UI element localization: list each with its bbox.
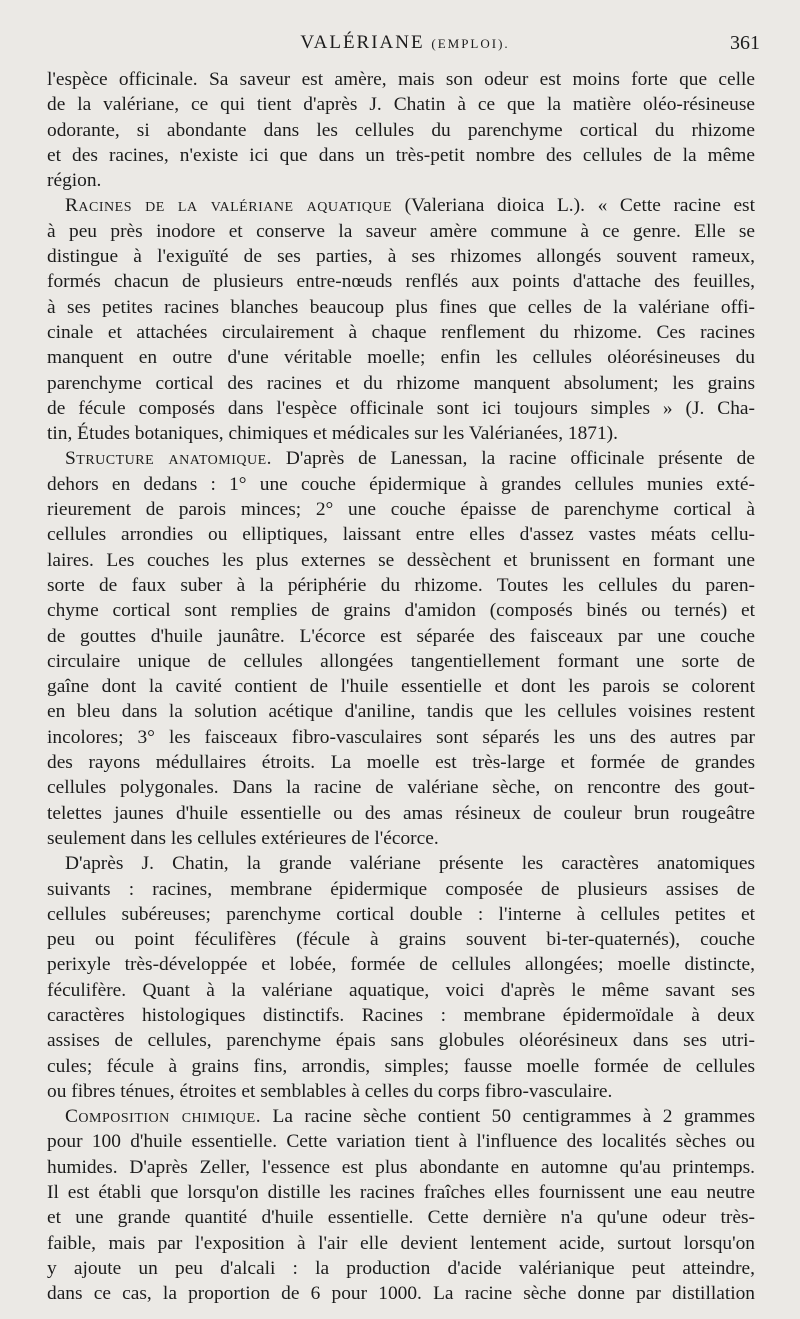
text-line: cules; fécule à grains fins, arrondis, simples; fausse moelle formée de cellules bbox=[47, 1055, 755, 1077]
text-line: région. bbox=[47, 170, 102, 192]
text-line: à peu près inodore et conserve la saveur amère commune à ce genre. Elle se bbox=[47, 220, 755, 242]
text-line: féculifère. Quant à la valériane aquatique, voici d'après le même savant ses bbox=[47, 979, 755, 1001]
text-line: cellules arrondies ou elliptiques, laissant entre elles d'assez vastes méats cellu- bbox=[47, 524, 755, 546]
text-line: rieurement de parois minces; 2° une couche épaisse de parenchyme cortical à bbox=[47, 499, 755, 521]
text-line: perixyle très-développée et lobée, formée de cellules allongées; moelle distincte, bbox=[47, 954, 755, 976]
text-line: caractères histologiques distinctifs. Racines : membrane épidermoïdale à deux bbox=[47, 1004, 755, 1026]
body-text bbox=[47, 67, 755, 1307]
text-line: de fécule composés dans l'espèce officinale sont ici toujours simples » (J. Cha- bbox=[47, 397, 755, 419]
text-line: cellules polygonales. Dans la racine de valériane sèche, on rencontre des gout- bbox=[47, 777, 755, 799]
text-fragment: (Valeriana dioica L.). « Cette racine est bbox=[392, 195, 755, 217]
page-number: 361 bbox=[730, 32, 760, 54]
paragraph-3 bbox=[47, 446, 755, 851]
text-line bbox=[47, 446, 755, 471]
section-heading: Racines de la valériane aquatique bbox=[65, 195, 393, 217]
paragraph-5 bbox=[47, 1104, 755, 1306]
text-line: suivants : racines, membrane épidermique composée de plusieurs assises de bbox=[47, 878, 755, 900]
text-line: circulaire unique de cellules allongées tangentiellement formant une sorte de bbox=[47, 650, 755, 672]
text-line: dehors en dedans : 1° une couche épidermique à grandes cellules munies exté- bbox=[47, 473, 755, 495]
text-line: sorte de faux suber à la périphérie du rhizome. Toutes les cellules du paren- bbox=[47, 574, 755, 596]
text-line: faible, mais par l'exposition à l'air elle devient lentement acide, surtout lorsqu'on bbox=[47, 1232, 755, 1254]
text-line: telettes jaunes d'huile essentielle ou des amas résineux de couleur brun rougeâtre bbox=[47, 802, 755, 824]
text-line: et des racines, n'existe ici que dans un très-petit nombre des cellules de la même bbox=[47, 144, 755, 166]
text-line: humides. D'après Zeller, l'essence est plus abondante en automne qu'au printemps. bbox=[47, 1156, 755, 1178]
text-line: cinale et attachées circulairement à chaque renflement du rhizome. Ces racines bbox=[47, 321, 755, 343]
text-line: et une grande quantité d'huile essentielle. Cette dernière n'a qu'une odeur très- bbox=[47, 1207, 755, 1229]
text-line: gaîne dont la cavité contient de l'huile essentielle et dont les parois se colorent bbox=[47, 676, 755, 698]
text-line: seulement dans les cellules extérieures de l'écorce. bbox=[47, 827, 439, 849]
text-line: y ajoute un peu d'alcali : la production d'acide valérianique peut atteindre, bbox=[47, 1257, 755, 1279]
text-line: odorante, si abondante dans les cellules du parenchyme cortical du rhizome bbox=[47, 119, 755, 141]
running-title-main: VALÉRIANE bbox=[300, 32, 425, 53]
paragraph-1 bbox=[47, 67, 755, 193]
paragraph-4 bbox=[47, 851, 755, 1104]
page-header bbox=[50, 32, 760, 66]
text-line: peu ou point féculifères (fécule à grains souvent bi-ter-quaternés), couche bbox=[47, 929, 755, 951]
text-line: ou fibres ténues, étroites et semblables à celles du corps fibro-vasculaire. bbox=[47, 1080, 613, 1102]
text-line: en bleu dans la solution acétique d'aniline, tandis que les cellules voisines restent bbox=[47, 701, 755, 723]
text-fragment: D'après de Lanessan, la racine officinale présente de bbox=[271, 448, 755, 470]
text-line: dans ce cas, la proportion de 6 pour 1000. La racine sèche donne par distillation bbox=[47, 1283, 755, 1305]
text-line: manquent en outre d'une véritable moelle; enfin les cellules oléorésineuses du bbox=[47, 347, 755, 369]
text-line: pour 100 d'huile essentielle. Cette variation tient à l'influence des localités sèches ou bbox=[47, 1131, 755, 1153]
text-line bbox=[47, 193, 755, 218]
running-title-sub: (EMPLOI). bbox=[431, 36, 510, 51]
section-heading: Composition chimique. bbox=[65, 1106, 262, 1128]
text-line: parenchyme cortical des racines et du rhizome manquent absolument; les grains bbox=[47, 372, 755, 394]
text-line: D'après J. Chatin, la grande valériane présente les caractères anatomiques bbox=[65, 853, 755, 875]
text-line: laires. Les couches les plus externes se dessèchent et brunissent en formant une bbox=[47, 549, 755, 571]
text-line: cellules subéreuses; parenchyme cortical double : l'interne à cellules petites et bbox=[47, 903, 755, 925]
text-line: formés chacun de plusieurs entre-nœuds renflés aux points d'attache des feuilles, bbox=[47, 271, 755, 293]
section-heading: Structure anatomique. bbox=[65, 448, 272, 470]
text-fragment: La racine sèche contient 50 centigrammes à 2 grammes bbox=[261, 1106, 755, 1128]
running-title bbox=[50, 32, 760, 54]
text-line: assises de cellules, parenchyme épais sans globules oléorésineux dans ses utri- bbox=[47, 1030, 755, 1052]
text-line: distingue à l'exiguïté de ses parties, à ses rhizomes allongés souvent rameux, bbox=[47, 246, 755, 268]
text-line: à ses petites racines blanches beaucoup plus fines que celles de la valériane offi- bbox=[47, 296, 755, 318]
text-line: de gouttes d'huile jaunâtre. L'écorce est séparée des faisceaux par une couche bbox=[47, 625, 755, 647]
text-line: l'espèce officinale. Sa saveur est amère, mais son odeur est moins forte que celle bbox=[47, 69, 755, 90]
text-line: de la valériane, ce qui tient d'après J. Chatin à ce que la matière oléo-résineuse bbox=[47, 94, 755, 116]
text-line: incolores; 3° les faisceaux fibro-vasculaires sont séparés les uns des autres par bbox=[47, 726, 755, 748]
paragraph-2 bbox=[47, 193, 755, 446]
text-line: des rayons médullaires étroits. La moelle est très-large et formée de grandes bbox=[47, 752, 755, 774]
text-line: Il est établi que lorsqu'on distille les racines fraîches elles fournissent une eau neutre bbox=[47, 1182, 755, 1204]
text-line bbox=[47, 1104, 755, 1129]
text-line: tin, Études botaniques, chimiques et médicales sur les Valérianées, 1871). bbox=[47, 423, 618, 445]
text-line: chyme cortical sont remplies de grains d'amidon (composés binés ou ternés) et bbox=[47, 600, 755, 622]
